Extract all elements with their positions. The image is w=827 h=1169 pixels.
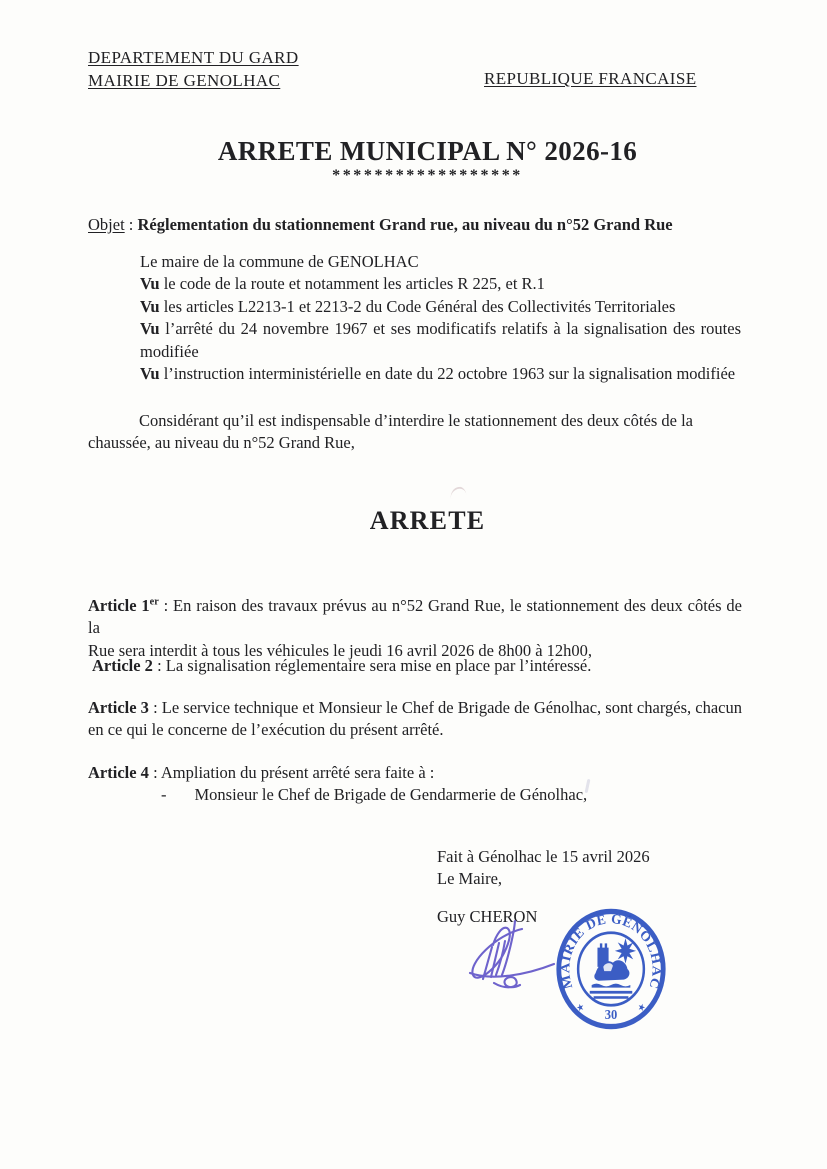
article-4-item (88, 784, 742, 806)
article-4-text: : Ampliation du présent arrêté sera faite à : (148, 763, 435, 782)
vu-line-2 (140, 296, 741, 318)
objet-label: Objet (88, 215, 125, 234)
mairie-round-stamp (553, 905, 669, 1033)
article-4-label: Article 4 (88, 763, 149, 782)
considerant-paragraph (88, 410, 736, 455)
article-2-label: Article 2 (92, 656, 153, 675)
article-3-text-1: : Le service technique et Monsieur le Chef de Brigade de Génolhac, sont chargés, chacun (148, 698, 742, 717)
vu-line-3 (140, 318, 741, 340)
vu-line-3-wrap: modifiée (140, 341, 199, 361)
article-2 (92, 655, 746, 677)
article-4 (88, 762, 742, 807)
article-1-line-2: Rue sera interdit à tous les véhicules le jeudi 16 avril 2026 de 8h00 à 12h00, (88, 640, 593, 660)
article-3-line-2: en ce qui le concerne de l’exécution du présent arrêté. (88, 720, 444, 740)
considerant-line-1: Considérant qu’il est indispensable d’interdire le stationnement des deux côtés de la (139, 411, 693, 430)
preamble-block (140, 251, 741, 385)
article-3-label: Article 3 (88, 698, 149, 717)
article-3-line-1 (88, 697, 742, 719)
vu-text-2: les articles L2213-1 et 2213-2 du Code Général des Collectivités Territoriales (159, 296, 676, 316)
vu-text-1: le code de la route et notamment les articles R 225, et R.1 (159, 274, 545, 294)
republique-label: REPUBLIQUE FRANCAISE (484, 69, 697, 88)
scan-artifact (449, 486, 466, 499)
vu-label: Vu (140, 319, 160, 339)
article-1 (88, 595, 742, 662)
header-left (88, 46, 299, 92)
objet-text: Réglementation du stationnement Grand rue, au niveau du n°52 Grand Rue (137, 215, 673, 234)
vu-line-1 (140, 273, 741, 295)
article-1-label: Article 1er (88, 596, 159, 615)
list-dash: - (161, 785, 167, 805)
signer-role: Le Maire, (437, 869, 503, 889)
mairie-name: MAIRIE DE GENOLHAC (88, 71, 281, 90)
vu-label: Vu (140, 274, 160, 294)
stamp-ring-text: MAIRIE DE GÉNOLHAC (557, 910, 665, 991)
article-4-line-1 (88, 762, 742, 784)
arrete-heading: ARRETE (369, 506, 486, 535)
stamp-emblem-waves-icon (592, 984, 631, 988)
vu-line-4 (140, 363, 741, 385)
article-2-text: : La signalisation réglementaire sera mise en place par l’intéressé. (152, 656, 592, 675)
document-title: ARRETE MUNICIPAL N° 2026-16 (217, 136, 638, 166)
objet-separator: : (124, 215, 138, 234)
considerant-line-2: chaussée, au niveau du n°52 Grand Rue, (88, 433, 355, 453)
stamp-star-right-icon: ★ (636, 1001, 647, 1014)
article-1-line-1 (88, 595, 742, 640)
stamp-number: 30 (604, 1006, 618, 1023)
objet-line (88, 214, 748, 236)
closing-block (437, 846, 650, 891)
department-name: DEPARTEMENT DU GARD (88, 48, 299, 67)
vu-text-3: l’arrêté du 24 novembre 1967 et ses modificatifs relatifs à la signalisation des routes (159, 319, 741, 339)
vu-label: Vu (140, 364, 160, 384)
article-4-item-text: Monsieur le Chef de Brigade de Gendarmerie de Génolhac, (194, 785, 588, 805)
signer-name: Guy CHERON (437, 907, 538, 926)
article-3 (88, 697, 742, 742)
article-1-text-1: : En raison des travaux prévus au n°52 Grand Rue, le stationnement des deux côtés de la (88, 596, 742, 638)
vu-text-4: l’instruction interministérielle en date du 22 octobre 1963 sur la signalisation modifiée (159, 364, 736, 384)
place-date: Fait à Génolhac le 15 avril 2026 (437, 847, 650, 866)
handwritten-signature (452, 915, 560, 995)
stamp-star-left-icon: ★ (575, 1001, 586, 1014)
vu-label: Vu (140, 296, 160, 316)
title-separator-stars: ****************** (332, 167, 523, 184)
preamble-intro: Le maire de la commune de GENOLHAC (140, 252, 419, 271)
